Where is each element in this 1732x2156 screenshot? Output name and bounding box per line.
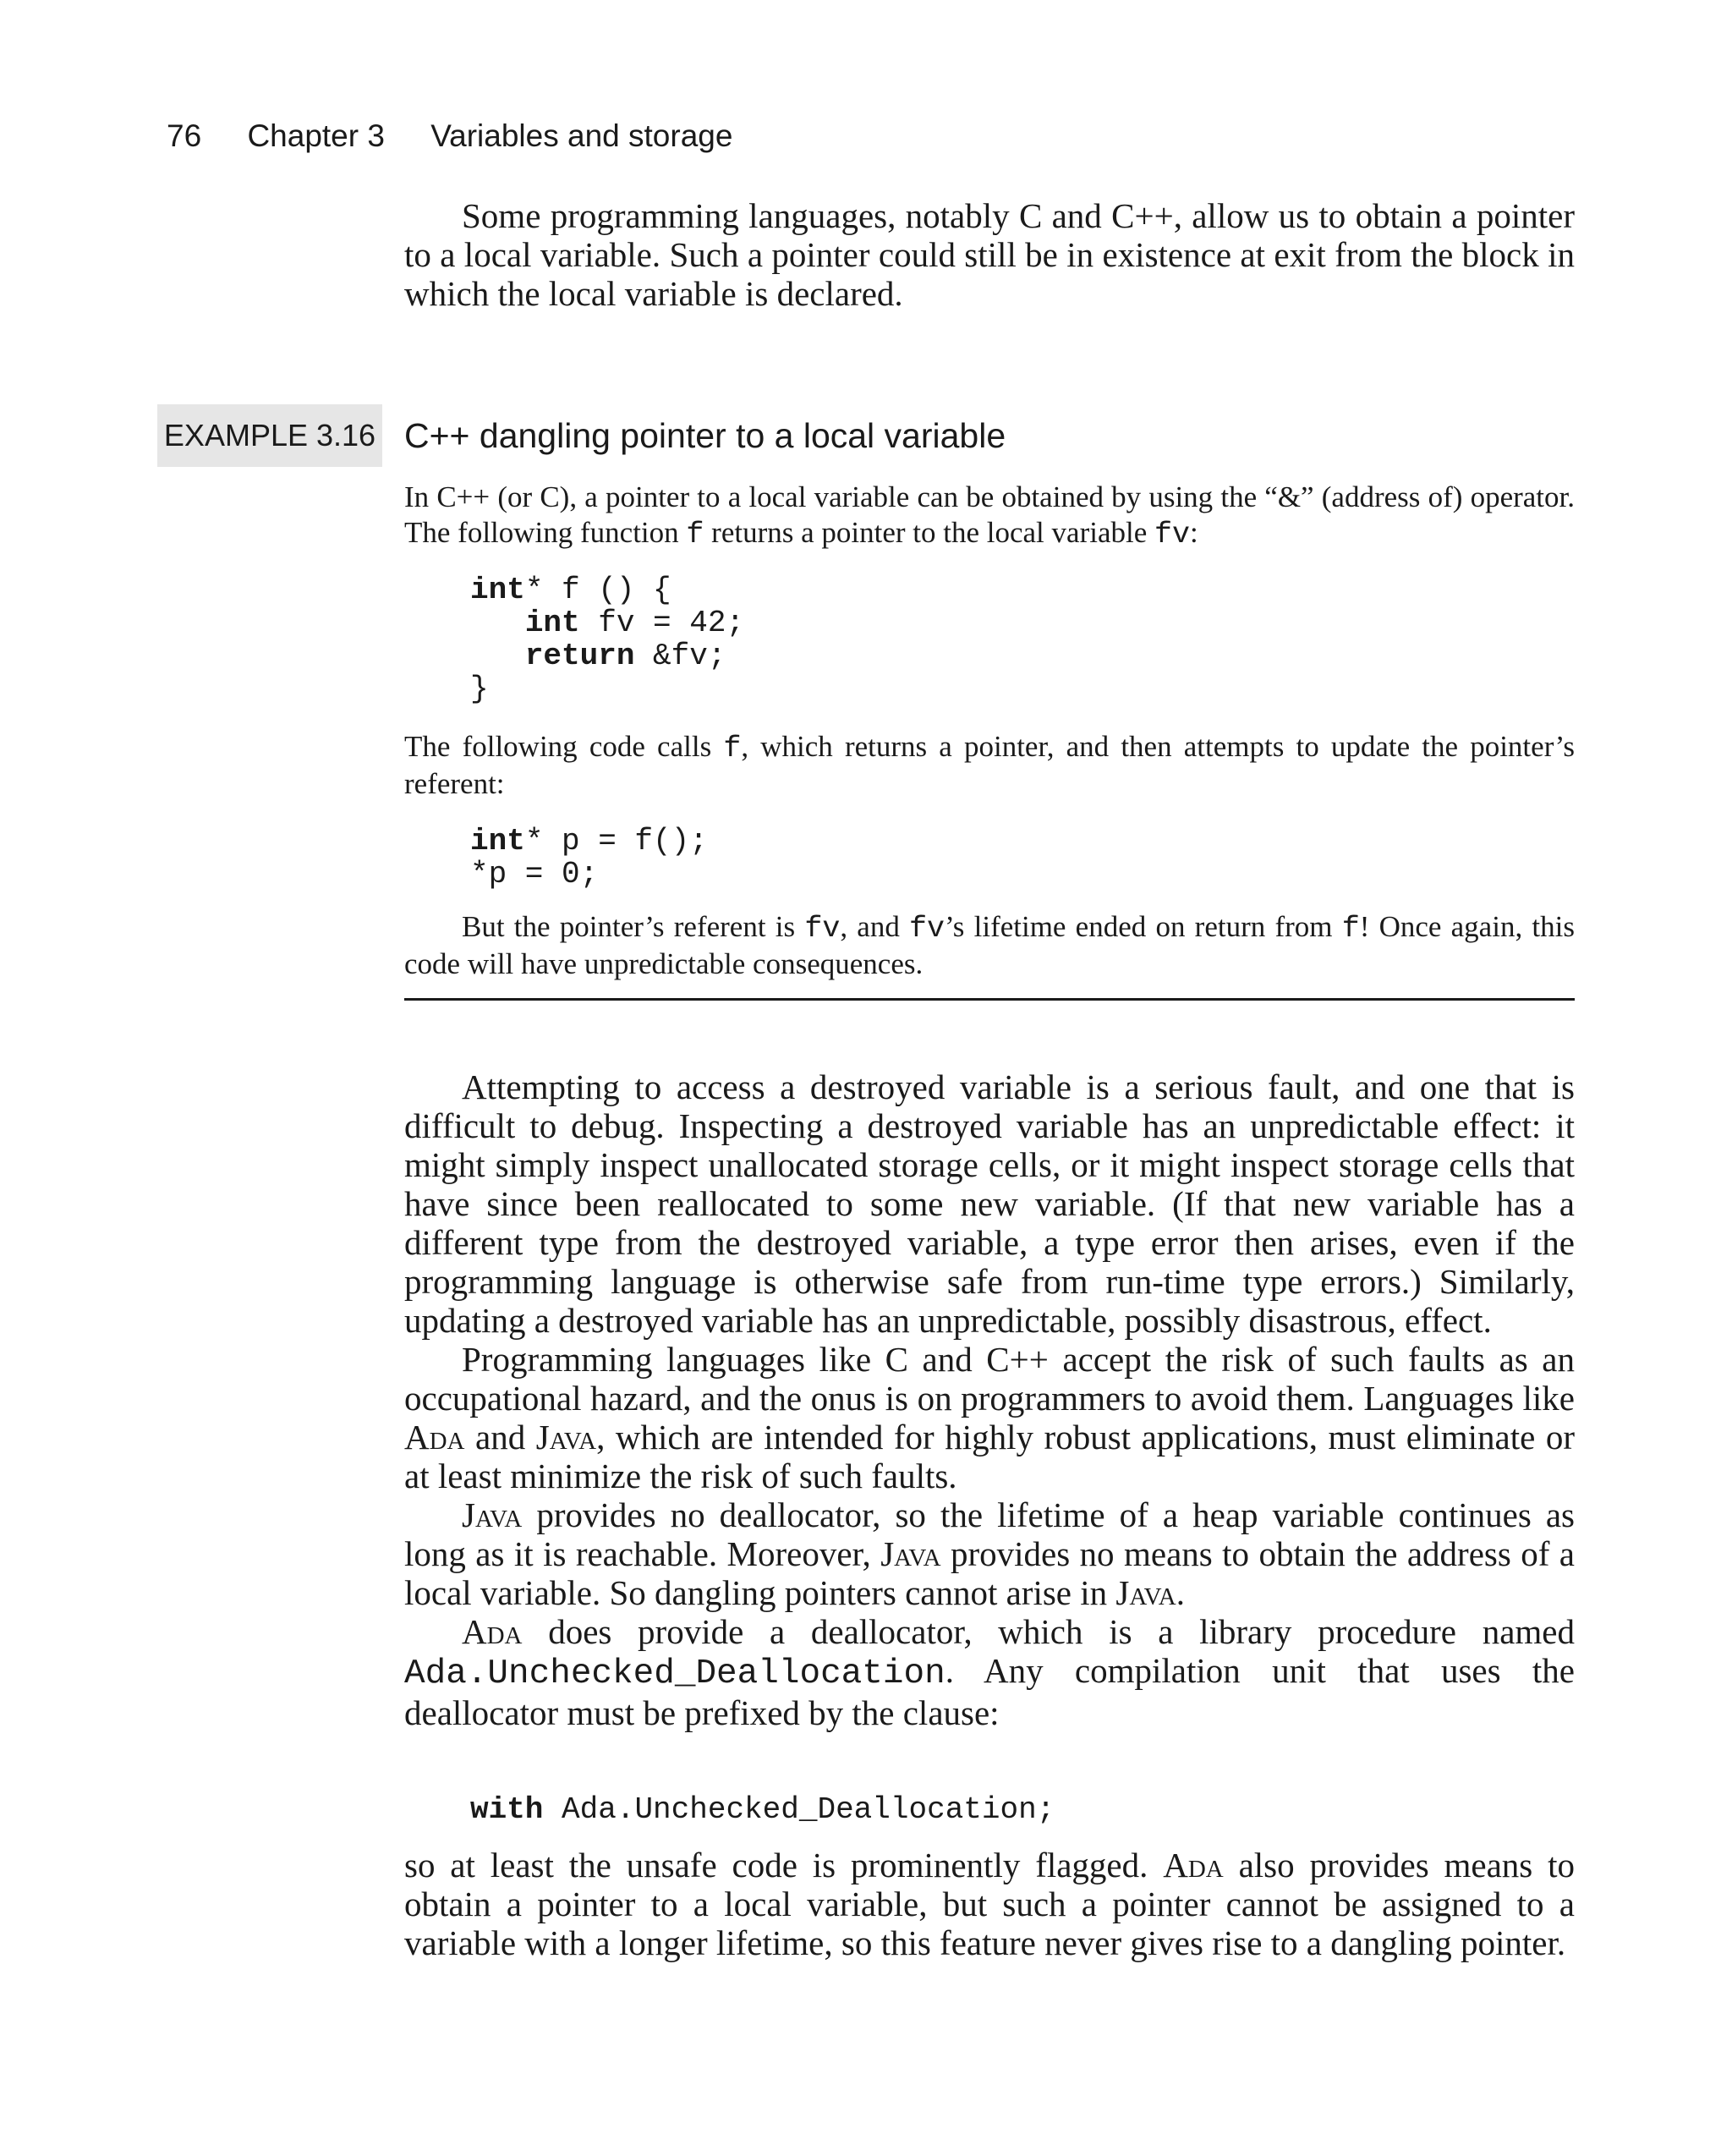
body-section (404, 1067, 1575, 1732)
keyword: with (470, 1792, 544, 1827)
chapter-label: Chapter 3 (247, 118, 385, 153)
text: provides no deallocator, so the lifetime of a heap variable continues as long as it is reachable. Moreover, (404, 1495, 1575, 1573)
text: , which are intended for highly robust applications, must eliminate or at least minimize the risk of such faults. (404, 1418, 1575, 1495)
text: does provide a deallocator, which is a library procedure named (522, 1612, 1575, 1651)
example-title: C++ dangling pointer to a local variable (404, 416, 1006, 455)
language-name: Java (880, 1534, 941, 1573)
language-name: Ada (462, 1612, 523, 1651)
body-paragraph-1: Attempting to access a destroyed variable is a serious fault, and one that is difficult to debug. Inspecting a destroyed variable has an unpredictable effect: it might simply inspect unallocated storage cells, or it might inspect storage cells that have since been reallocated to some new variable. (If that new variable has a different type from the destroyed variable, a type error then arises, even if the programming language is otherwise safe from run-time type errors.) Similarly, updating a destroyed variable has an unpredictable, possibly disastrous, effect. (404, 1067, 1575, 1340)
text: Programming languages like C and C++ accept the risk of such faults as an occupational hazard, and the onus is on programmers to avoid them. Languages like (404, 1340, 1575, 1418)
text: also provides means to obtain a pointer to a local variable, but such a pointer cannot be assigned to a variable with a longer lifetime, so this feature never gives rise to a dangling pointer. (404, 1846, 1575, 1962)
intro-section (404, 196, 1575, 313)
code-inline: f (1341, 912, 1360, 946)
code-block-call (470, 825, 708, 891)
text: and (464, 1418, 536, 1457)
text: , which returns a pointer, and then attempts to update the pointer’s referent: (404, 730, 1575, 800)
text: provides no means to obtain the address of a local variable. So dangling pointers cannot arise in (404, 1534, 1575, 1612)
text: : (1190, 516, 1198, 549)
code-inline: Ada.Unchecked_Deallocation (404, 1654, 945, 1693)
text: returns a pointer to the local variable (704, 516, 1154, 549)
code-inline: fv (1154, 518, 1191, 551)
code-text: &fv; (634, 639, 726, 673)
text: But the pointer’s referent is (462, 910, 805, 943)
text: . (1176, 1573, 1185, 1612)
text: , and (840, 910, 910, 943)
body-paragraph-3 (404, 1495, 1575, 1612)
example-paragraph-2 (404, 729, 1575, 802)
example-end-rule (404, 998, 1575, 1001)
chapter-title: Variables and storage (430, 118, 733, 153)
text: In C++ (or C), a pointer to a local variable can be obtained by using the “&” (address of) operator. The following function (404, 480, 1575, 549)
body-paragraph-2 (404, 1340, 1575, 1495)
text: ’s lifetime ended on return from (945, 910, 1342, 943)
running-header (167, 118, 732, 154)
keyword: int (470, 824, 525, 859)
keyword: int (524, 606, 580, 640)
page-number: 76 (167, 118, 202, 153)
code-block-function (470, 573, 744, 705)
body-paragraph-5 (404, 1846, 1575, 1962)
code-text: * f () { (524, 573, 671, 607)
language-name: Ada (1163, 1846, 1224, 1884)
code-text: Ada.Unchecked_Deallocation; (543, 1792, 1055, 1827)
keyword: return (524, 639, 635, 673)
keyword: int (470, 573, 525, 607)
code-inline: fv (804, 912, 841, 946)
code-inline: f (723, 732, 742, 765)
code-text: * p = f(); (524, 824, 708, 859)
example-paragraph-3 (404, 909, 1575, 982)
code-inline: f (686, 518, 704, 551)
language-name: Java (535, 1418, 597, 1457)
example-paragraph-1 (404, 480, 1575, 552)
text: so at least the unsafe code is prominently flagged. (404, 1846, 1164, 1884)
language-name: Java (1115, 1573, 1176, 1612)
body-section-end (404, 1846, 1575, 1962)
code-block-with-clause (470, 1793, 1055, 1826)
code-text: *p = 0; (470, 857, 599, 891)
code-inline: fv (909, 912, 945, 946)
example-label: EXAMPLE 3.16 (157, 404, 382, 467)
text: . Any compilation unit that uses the deallocator must be prefixed by the clause: (404, 1651, 1575, 1732)
code-text: fv = 42; (579, 606, 745, 640)
language-name: Java (462, 1495, 523, 1534)
text: The following code calls (404, 730, 724, 763)
intro-paragraph: Some programming languages, notably C and C++, allow us to obtain a pointer to a local variable. Such a pointer could still be in existence at exit from the block in which the local variable is declared. (404, 196, 1575, 313)
code-text: } (470, 672, 489, 706)
body-paragraph-4 (404, 1612, 1575, 1732)
language-name: Ada (404, 1418, 465, 1457)
text: ! Once again, this code will have unpredictable consequences. (404, 910, 1575, 980)
